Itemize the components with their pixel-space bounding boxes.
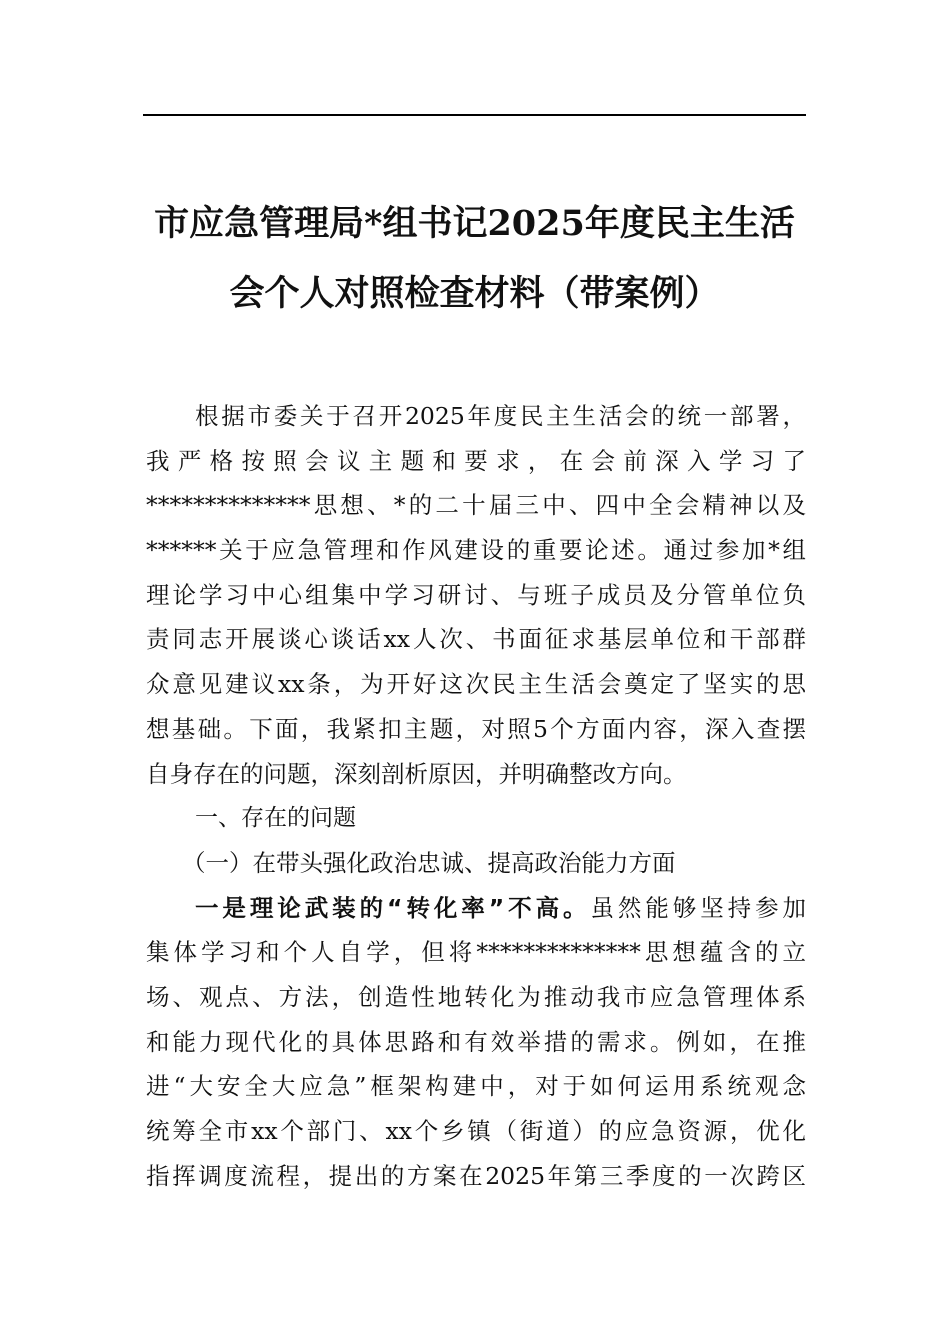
intro-line: **************思想、*的二十届三中、四中全会精神以及 [146, 491, 806, 520]
point-title: 一是理论武装的“转化率”不高。 [195, 893, 591, 922]
point-line: 场、观点、方法，创造性地转化为推动我市应急管理体系 [146, 982, 806, 1011]
document-title-line-2: 会个人对照检查材料（带案例） [229, 273, 720, 314]
intro-line: ******关于应急管理和作风建设的重要论述。通过参加*组 [146, 536, 806, 565]
document-title-line-1: 市应急管理局*组书记2025年度民主生活 [154, 203, 795, 244]
intro-line: 众意见建议xx条，为开好这次民主生活会奠定了坚实的思 [146, 670, 806, 699]
intro-line: 根据市委关于召开2025年度民主生活会的统一部署， [195, 402, 806, 430]
point-text: 虽然能够坚持参加 [590, 893, 807, 922]
header-rule [143, 114, 806, 116]
point-line: 进“大安全大应急”框架构建中，对于如何运用系统观念 [146, 1072, 806, 1101]
intro-line: 我严格按照会议主题和要求，在会前深入学习了 [146, 446, 806, 475]
document-body [146, 394, 806, 1198]
point-line: 统筹全市xx个部门、xx个乡镇（街道）的应急资源，优化 [146, 1117, 806, 1145]
intro-line: 理论学习中心组集中学习研讨、与班子成员及分管单位负 [146, 580, 806, 609]
point-first-line [146, 886, 806, 931]
subsection-heading: （一）在带头强化政治忠诚、提高政治能力方面 [182, 848, 676, 877]
point-line: 集体学习和个人自学，但将**************思想蕴含的立 [146, 938, 806, 967]
section-heading: 一、存在的问题 [195, 805, 356, 832]
intro-line: 想基础。下面，我紧扣主题，对照5个方面内容，深入查摆 [146, 714, 806, 743]
intro-line: 责同志开展谈心谈话xx人次、书面征求基层单位和干部群 [146, 625, 806, 654]
intro-line: 自身存在的问题，深刻剖析原因，并明确整改方向。 [146, 759, 687, 788]
point-line: 指挥调度流程，提出的方案在2025年第三季度的一次跨区 [146, 1161, 806, 1190]
point-line: 和能力现代化的具体思路和有效举措的需求。例如，在推 [146, 1027, 806, 1056]
